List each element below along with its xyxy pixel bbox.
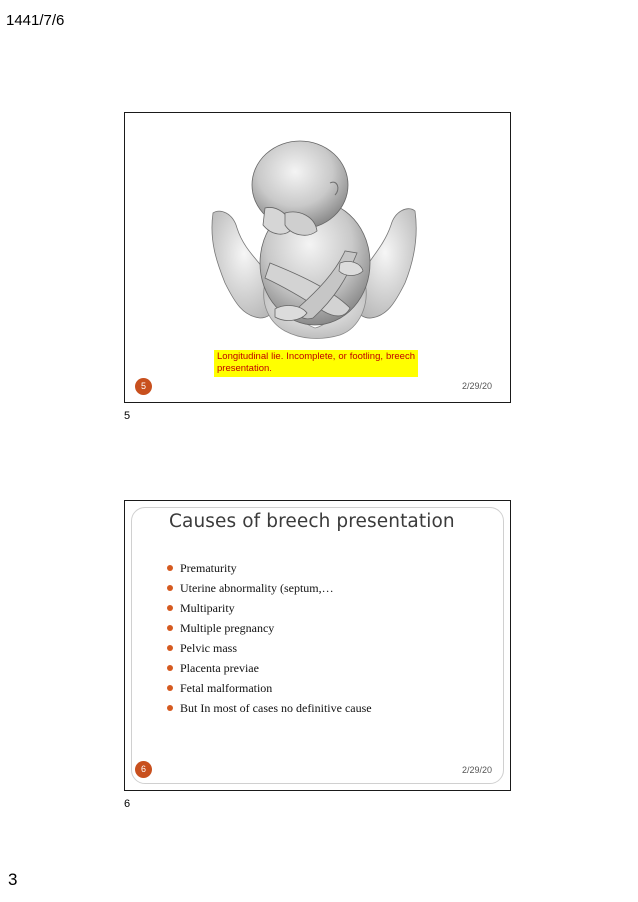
- list-item: Uterine abnormality (septum,…: [167, 578, 372, 598]
- slide-date: 2/29/20: [462, 381, 493, 391]
- bullet-icon: [167, 645, 173, 651]
- slide-6: [124, 500, 511, 791]
- list-item: Prematurity: [167, 558, 372, 578]
- bullet-icon: [167, 565, 173, 571]
- list-item: Multiple pregnancy: [167, 618, 372, 638]
- bullet-list: [167, 558, 372, 718]
- bullet-icon: [167, 685, 173, 691]
- page-number: 3: [8, 870, 18, 889]
- bullet-icon: [167, 585, 173, 591]
- figure-caption: Longitudinal lie. Incomplete, or footling, breech presentation.: [214, 350, 418, 377]
- bullet-icon: [167, 705, 173, 711]
- slide-index-label: 5: [124, 410, 131, 422]
- bullet-icon: [167, 665, 173, 671]
- list-item: Pelvic mass: [167, 638, 372, 658]
- page-header-date: 1441/7/6: [6, 12, 65, 29]
- bullet-icon: [167, 625, 173, 631]
- list-item: Placenta previae: [167, 658, 372, 678]
- slide-number-badge: 5: [135, 378, 152, 395]
- slide-index-label: 6: [124, 798, 131, 810]
- bullet-icon: [167, 605, 173, 611]
- slide-number-badge: 6: [135, 761, 152, 778]
- slide-date: 2/29/20: [462, 765, 493, 775]
- list-item: But In most of cases no definitive cause: [167, 698, 372, 718]
- slide-5: [124, 112, 511, 403]
- slide-title: Causes of breech presentation: [169, 511, 455, 532]
- list-item: Multiparity: [167, 598, 372, 618]
- list-item: Fetal malformation: [167, 678, 372, 698]
